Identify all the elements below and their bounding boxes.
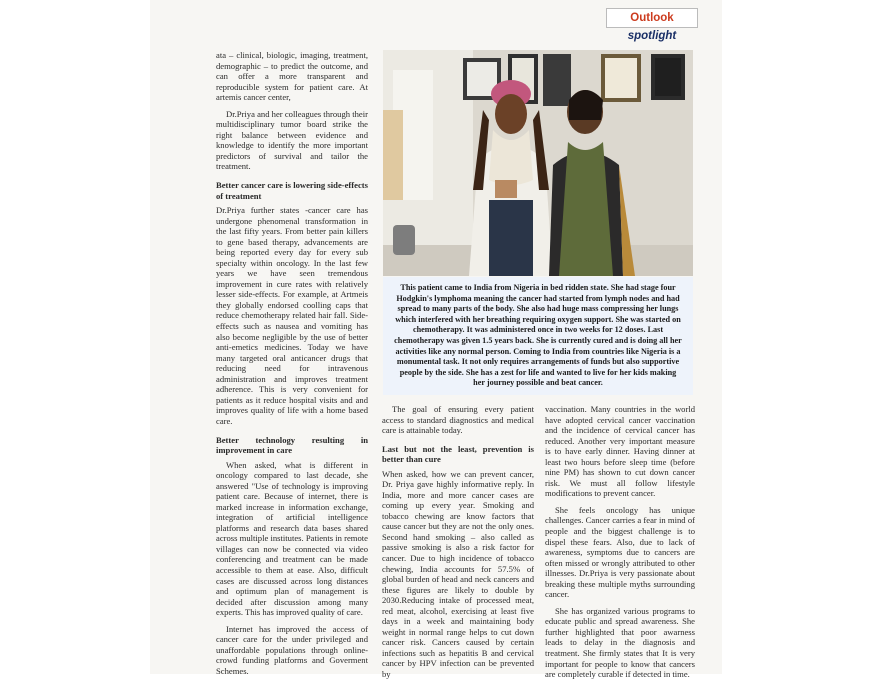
col3-paragraph-2: She feels oncology has unique challenges. Cancer carries a fear in mind of people and the biggest challenge is to dispel these fears. Also, due to lack of awareness, symptoms due to cancers are often missed or wrongly attributed to other illnesses. Dr.Priya is very passionate about breaking these multiple myths surrounding cancer. xyxy=(545,504,695,600)
col1-paragraph-3: Dr.Priya further states -cancer care has undergone phenomenal transformation in the last fifty years. From better pain killers to gene based therapy, advancements are being reported every day for every sub specialty within oncology. In the last few years we have seen tremendous improvement in cure rates with relatively lesser side-effects. For example, at Artmeis they globally endorsed coolling caps that reduce chemotherapy related hair fall. Side-effects such as nausea and vomiting has also become negligible by the use of better anti-emetics medicines. Today we have many targeted oral anticancer drugs that reducing need for intravenous administration and improves treatment adherence. This is very convenient for patients as it reduce hospital visits and and improves quality of life with a home based care. xyxy=(216,205,368,426)
col1-paragraph-1: ata – clinical, biologic, imaging, treatment, demographic – to predict the outcome, and can offer a more transparent and reproducible system for patient care. At artemis cancer center, xyxy=(216,50,368,103)
subheading-prevention: Last but not the least, prevention is better than cure xyxy=(382,443,534,465)
col1-paragraph-5: Internet has improved the access of cancer care for the under privileged and unaffordable populations through online-crowd funding platforms and Goverment Schemes. xyxy=(216,623,368,676)
subheading-technology: Better technology resulting in improvement in care xyxy=(216,434,368,455)
photo-caption: This patient came to India from Nigeria in bed ridden state. She had stage four Hodgkin's lymphoma meaning the cancer had started from lymph nodes and had spread to many parts of the body. She also had huge mass compressing her lungs which interfered with her breathing requiring oxygen support. She was started on chemotherapy. It was administered once in two weeks for 12 doses. Last chemotherapy was given 1.5 years back. She is currently cured and is doing all her activities like any normal person. Coming to India from countries like Nigeria is a monumental task. It not only requires arrangements of funds but also supportive people by the side. She has a zest for life and wanted to live for her kids making her journey possible and beat cancer. xyxy=(383,277,693,395)
article-column-1 xyxy=(216,50,368,682)
col2-paragraph-2: When asked, how we can prevent cancer, Dr. Priya gave highly informative reply. In India, more and more cancer cases are coming up every year. Smoking and tobacco chewing are know factors that cause cancer but they are not the only ones. Second hand smoking – also called as passive smoking is also a risk factor for cancer. Due to high incidence of tobacco chewing, India accounts for 57.5% of global burden of head and neck cancers and these figures are likely to double by 2030.Reducing intake of processed meat, red meat, alcohol, exercising at least five days in a week and maintaining body weight in normal range helps to cut down cancer risk. Cancers caused by certain infections such as hepatitis B and cervical cancer by HPV infection can be prevented by xyxy=(382,468,534,680)
article-column-3 xyxy=(545,404,695,686)
col1-paragraph-2: Dr.Priya and her colleagues through their multidisciplinary tumor board strike the right balance between evidence and knowledge to identify the more important predictors of survival and tailor the treatment. xyxy=(216,108,368,172)
subheading-side-effects: Better cancer care is lowering side-effects of treatment xyxy=(216,180,368,201)
col2-paragraph-1: The goal of ensuring every patient access to standard diagnostics and medical care is attainable today. xyxy=(382,404,534,436)
photo-illustration xyxy=(383,50,693,276)
col3-paragraph-1: vaccination. Many countries in the world have adopted cervical cancer vaccination and the incidence of cervical cancer has reduced. Another very important measure is to have early dinner. Having dinner at least two hours before sleep time (before nine PM) has shown to cut down cancer risk. We must all follow lifestyle modifications to prevent cancer. xyxy=(545,404,695,499)
col1-paragraph-4: When asked, what is different in oncology compared to last decade, she answered "Use of technology is improving patient care. Because of internet, there is marked increase in information exchange, integration of artificial intelligence platforms and research data bases shared across multiple institutes. Patients in remote villages can now be connected via video conferencing and treatment can be made accessible to them at ease. Also, difficult cases are discussed across long distances and optimum plan of management is decided after discussion among many experts. This has improved quality of care. xyxy=(216,459,368,618)
patient-doctor-photo xyxy=(383,50,693,276)
col3-paragraph-3: She has organized various programs to educate public and spread awareness. She further highlighted that poor awarness leads to delay in the diagnosis and treatment. She firmly states that It is very important for people to know that cancers are completely curable if detected in time. xyxy=(545,605,695,680)
logo-spotlight-text: spotlight xyxy=(627,30,677,42)
logo-outlook-text: Outlook xyxy=(630,12,674,24)
outlook-spotlight-logo xyxy=(606,8,698,42)
article-column-2 xyxy=(382,404,534,686)
